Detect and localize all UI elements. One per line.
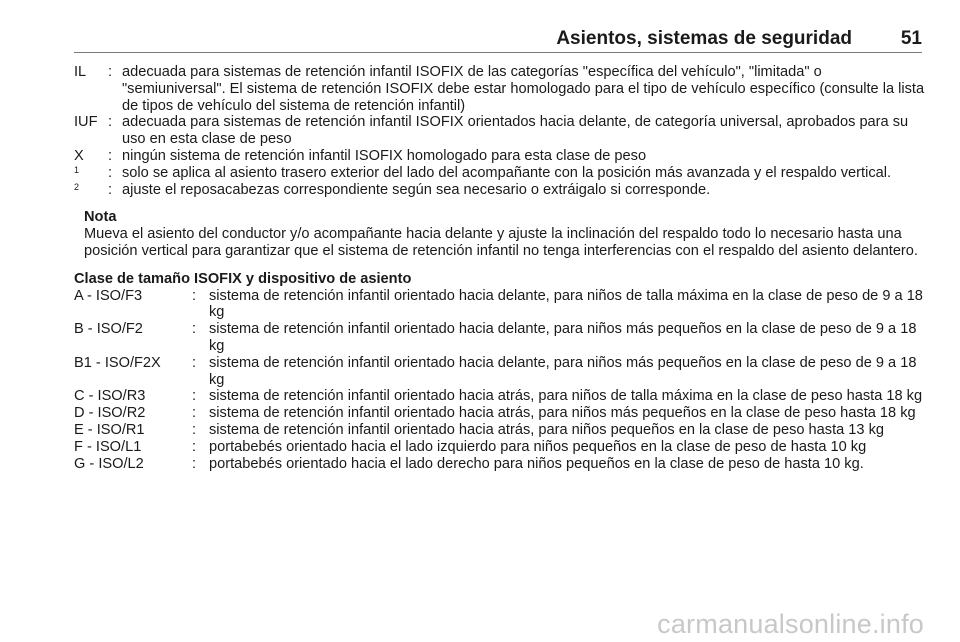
definition-row xyxy=(74,165,926,182)
size-class-desc: sistema de retención infantil orientado hacia atrás, para niños de talla máxima en la clase de peso hasta 18 kg xyxy=(209,388,923,405)
note-text: Mueva el asiento del conductor y/o acompañante hacia delante y ajuste la inclinación del respaldo todo lo necesario hasta una posición vertical para garantizar que el sistema de retención infantil no tenga interferencias con el respaldo del asiento delantero. xyxy=(84,226,918,259)
size-class-row xyxy=(74,288,926,322)
size-class-colon: : xyxy=(192,455,197,472)
definition-desc: solo se aplica al asiento trasero exterior del lado del acompañante con la posición más avanzada y el respaldo vertical. xyxy=(122,164,892,181)
size-class-desc: sistema de retención infantil orientado hacia delante, para niños más pequeños en la clase de peso de 9 a 18 kg xyxy=(209,321,917,354)
size-class-row xyxy=(74,355,926,389)
note-block xyxy=(74,209,926,259)
size-class-row xyxy=(74,439,926,456)
size-class-term: G - ISO/L2 xyxy=(74,455,144,472)
size-class-list xyxy=(74,288,926,473)
size-class-row xyxy=(74,405,926,422)
size-class-term: C - ISO/R3 xyxy=(74,388,146,405)
page-title: Asientos, sistemas de seguridad xyxy=(556,28,852,49)
size-class-colon: : xyxy=(192,354,197,371)
size-class-row xyxy=(74,388,926,405)
definition-colon: : xyxy=(108,164,113,181)
page-number: 51 xyxy=(900,28,922,49)
size-class-desc: sistema de retención infantil orientado hacia delante, para niños más pequeños en la clase de peso de 9 a 18 kg xyxy=(209,354,917,388)
size-class-term: A - ISO/F3 xyxy=(74,287,143,304)
definition-desc: adecuada para sistemas de retención infantil ISOFIX de las categorías "específica del vehículo", "limitada" o "semiuniversal". El sistema de retención ISOFIX debe estar homologado para el tipo de vehículo específico (consulte la lista de tipos de vehículo del sistema de retención infantil) xyxy=(122,64,925,114)
definition-colon: : xyxy=(108,114,113,131)
size-class-term: E - ISO/R1 xyxy=(74,421,145,438)
size-class-colon: : xyxy=(192,438,197,455)
size-class-row xyxy=(74,321,926,355)
size-class-desc: portabebés orientado hacia el lado izquierdo para niños pequeños en la clase de peso de hasta 10 kg xyxy=(209,438,867,455)
definition-colon: : xyxy=(108,147,113,164)
size-class-desc: portabebés orientado hacia el lado derecho para niños pequeños en la clase de peso de hasta 10 kg. xyxy=(209,455,864,472)
definition-colon: : xyxy=(108,181,113,198)
definition-desc: ningún sistema de retención infantil ISOFIX homologado para esta clase de peso xyxy=(122,147,647,164)
definition-term: IL xyxy=(74,64,87,80)
watermark: carmanualsonline.info xyxy=(657,609,924,639)
footnote-marker: 2 xyxy=(74,181,80,192)
size-class-colon: : xyxy=(192,405,197,422)
definition-desc: ajuste el reposacabezas correspondiente según sea necesario o extráigalo si corresponde. xyxy=(122,181,711,198)
definition-desc: adecuada para sistemas de retención infantil ISOFIX orientados hacia delante, de categoría universal, aprobados para su uso en esta clase de peso xyxy=(122,114,909,148)
definition-row xyxy=(74,114,926,148)
footnote-marker: 1 xyxy=(74,164,80,175)
size-class-colon: : xyxy=(192,388,197,405)
definition-term: IUF xyxy=(74,114,98,131)
size-class-term: B - ISO/F2 xyxy=(74,321,143,338)
header-rule xyxy=(74,52,922,53)
size-class-row xyxy=(74,422,926,439)
definition-term: X xyxy=(74,147,84,164)
size-class-desc: sistema de retención infantil orientado hacia atrás, para niños pequeños en la clase de peso hasta 13 kg xyxy=(209,421,884,438)
definition-row xyxy=(74,182,926,199)
size-class-term: F - ISO/L1 xyxy=(74,438,142,455)
definition-list xyxy=(74,64,926,198)
definition-colon: : xyxy=(108,64,113,80)
size-class-desc: sistema de retención infantil orientado hacia delante, para niños de talla máxima en la clase de peso de 9 a 18 kg xyxy=(209,287,923,321)
size-class-desc: sistema de retención infantil orientado hacia atrás, para niños más pequeños en la clase de peso hasta 18 kg xyxy=(209,405,916,422)
note-title: Nota xyxy=(84,209,117,226)
size-class-colon: : xyxy=(192,321,197,338)
definition-row xyxy=(74,148,926,165)
size-class-term: B1 - ISO/F2X xyxy=(74,354,161,371)
definition-row xyxy=(74,64,926,114)
size-class-term: D - ISO/R2 xyxy=(74,405,146,422)
page-content xyxy=(74,64,926,472)
section-title: Clase de tamaño ISOFIX y dispositivo de asiento xyxy=(74,270,412,287)
size-class-colon: : xyxy=(192,421,197,438)
isofix-size-section xyxy=(74,271,926,473)
size-class-row xyxy=(74,456,926,473)
size-class-colon: : xyxy=(192,287,197,304)
page-header xyxy=(0,0,960,54)
